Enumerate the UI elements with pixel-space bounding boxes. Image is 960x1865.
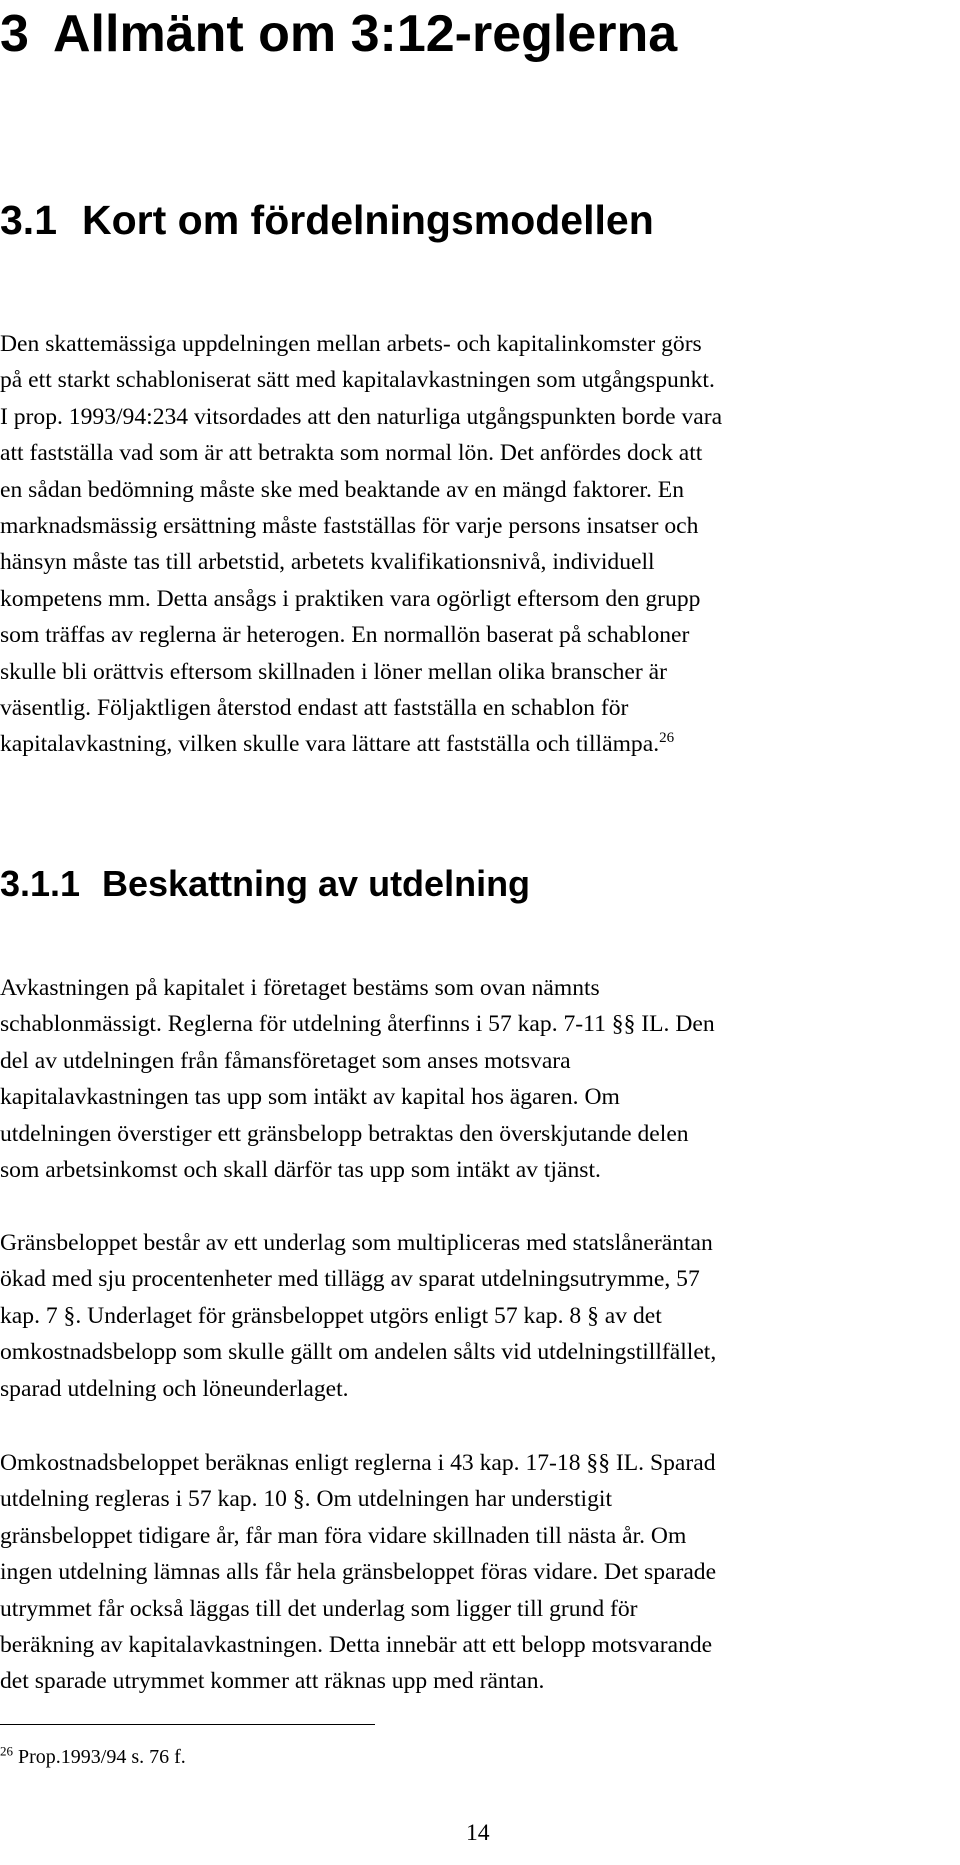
subsection-title: Beskattning av utdelning bbox=[102, 863, 531, 904]
text-line: skulle bli orättvis eftersom skillnaden i löner mellan olika branscher är bbox=[0, 658, 667, 685]
subsection-paragraph-1 bbox=[0, 970, 960, 1188]
chapter-heading bbox=[0, 4, 677, 64]
text-line: Gränsbeloppet består av ett underlag som multipliceras med statslåneräntan bbox=[0, 1230, 713, 1256]
subsection-heading bbox=[0, 862, 530, 906]
text-line: gränsbeloppet tidigare år, får man föra vidare skillnaden till nästa år. Om bbox=[0, 1522, 687, 1549]
text-line: I prop. 1993/94:234 vitsordades att den naturliga utgångspunkten borde vara bbox=[0, 403, 723, 430]
text-line: väsentlig. Följaktligen återstod endast att fastställa en schablon för bbox=[0, 695, 629, 722]
text-line: utdelningen överstiger ett gränsbelopp betraktas den överskjutande delen bbox=[0, 1120, 689, 1147]
text-line: utdelning regleras i 57 kap. 10 §. Om utdelningen har understigit bbox=[0, 1486, 612, 1513]
text-line: ingen utdelning lämnas alls får hela gränsbeloppet föras vidare. Det sparade bbox=[0, 1559, 717, 1586]
text-line: som arbetsinkomst och skall därför tas upp som intäkt av tjänst. bbox=[0, 1157, 601, 1184]
footnote-number: 26 bbox=[0, 1743, 13, 1759]
subsection-number: 3.1.1 bbox=[0, 863, 81, 904]
section-number: 3.1 bbox=[0, 197, 57, 243]
text-line: kap. 7 §. Underlaget för gränsbeloppet utgörs enligt 57 kap. 8 § av det bbox=[0, 1302, 662, 1329]
chapter-number: 3 bbox=[0, 5, 29, 63]
text-line: Den skattemässiga uppdelningen mellan arbets- och kapitalinkomster görs bbox=[0, 331, 702, 357]
section-heading bbox=[0, 196, 654, 244]
chapter-title: Allmänt om 3:12-reglerna bbox=[53, 5, 678, 63]
text-line: utrymmet får också läggas till det underlag som ligger till grund för bbox=[0, 1595, 638, 1622]
text-line: kapitalavkastningen tas upp som intäkt av kapital hos ägaren. Om bbox=[0, 1084, 620, 1111]
text-line: att fastställa vad som är att betrakta som normal lön. Det anfördes dock att bbox=[0, 440, 703, 467]
section-title: Kort om fördelningsmodellen bbox=[82, 197, 654, 243]
text-line: beräkning av kapitalavkastningen. Detta innebär att ett belopp motsvarande bbox=[0, 1632, 713, 1659]
text-line: marknadsmässig ersättning måste fastställas för varje persons insatser och bbox=[0, 513, 699, 540]
text-line: Omkostnadsbeloppet beräknas enligt reglerna i 43 kap. 17-18 §§ IL. Sparad bbox=[0, 1450, 716, 1476]
footnote bbox=[0, 1745, 186, 1769]
text-line: kapitalavkastning, vilken skulle vara lättare att fastställa och tillämpa. bbox=[0, 731, 660, 758]
text-line: schablonmässigt. Reglerna för utdelning återfinns i 57 kap. 7-11 §§ IL. Den bbox=[0, 1011, 715, 1038]
text-line: hänsyn måste tas till arbetstid, arbetets kvalifikationsnivå, individuell bbox=[0, 549, 655, 576]
text-line-with-footnote bbox=[0, 726, 960, 762]
text-line: det sparade utrymmet kommer att räknas upp med räntan. bbox=[0, 1668, 545, 1695]
text-line: sparad utdelning och löneunderlaget. bbox=[0, 1375, 349, 1402]
text-line: på ett starkt schabloniserat sätt med kapitalavkastningen som utgångspunkt. bbox=[0, 367, 715, 394]
text-line: ökad med sju procentenheter med tillägg av sparat utdelningsutrymme, 57 bbox=[0, 1266, 700, 1293]
footnote-separator bbox=[0, 1724, 375, 1725]
page-number: 14 bbox=[466, 1820, 490, 1846]
text-line: en sådan bedömning måste ske med beaktande av en mängd faktorer. En bbox=[0, 476, 684, 503]
text-line: Avkastningen på kapitalet i företaget bestäms som ovan nämnts bbox=[0, 975, 600, 1001]
section-paragraph bbox=[0, 326, 960, 763]
text-line: omkostnadsbelopp som skulle gällt om andelen sålts vid utdelningstillfället, bbox=[0, 1339, 717, 1366]
subsection-paragraph-2 bbox=[0, 1225, 960, 1407]
text-line: del av utdelningen från fåmansföretaget som anses motsvara bbox=[0, 1047, 571, 1074]
subsection-paragraph-3 bbox=[0, 1445, 960, 1700]
footnote-text: Prop.1993/94 s. 76 f. bbox=[18, 1746, 186, 1768]
text-line: som träffas av reglerna är heterogen. En normallön baserat på schabloner bbox=[0, 622, 690, 649]
text-line: kompetens mm. Detta ansågs i praktiken vara ogörligt eftersom den grupp bbox=[0, 585, 701, 612]
footnote-reference[interactable]: 26 bbox=[659, 730, 675, 747]
